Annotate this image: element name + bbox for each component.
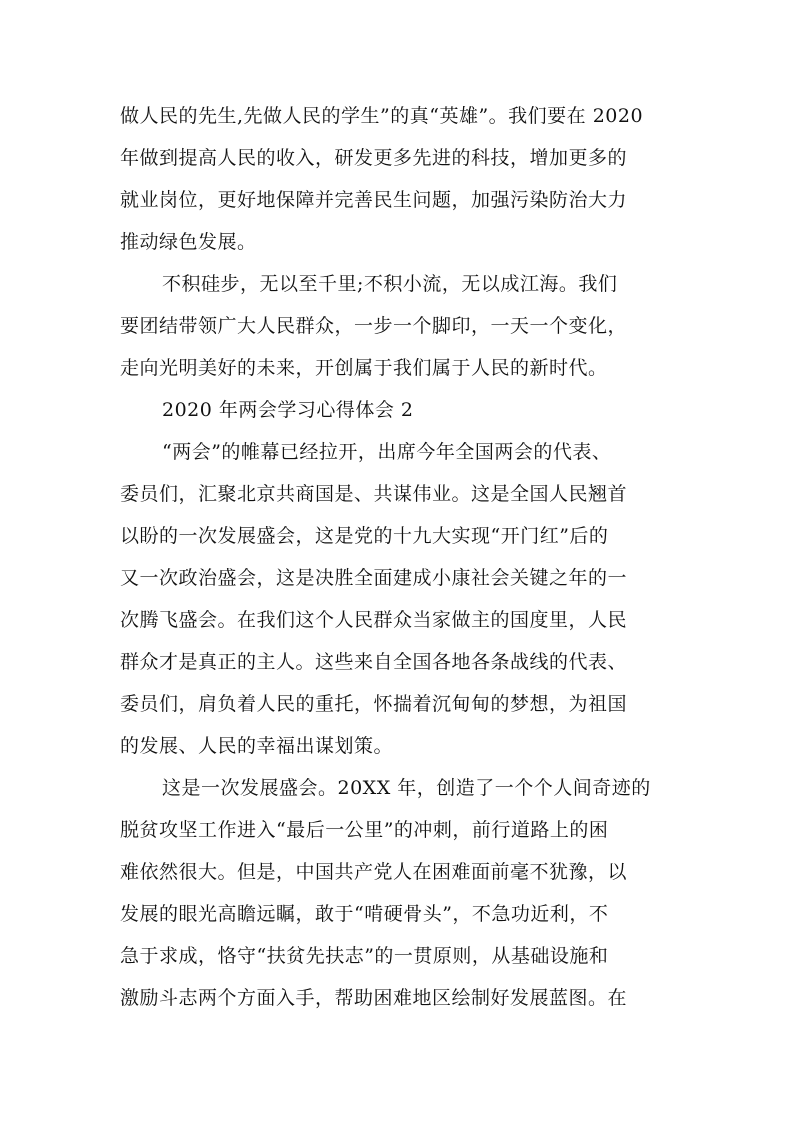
text-line: 做人民的先生,先做人民的学生”的真“英雄”。我们要在 2020 [120,105,644,127]
text-line: 的发展、人民的幸福出谋划策。 [120,735,394,757]
section-heading: 2020 年两会学习心得体会 2 [162,399,414,421]
text-line: 激励斗志两个方面入手，帮助困难地区绘制好发展蓝图。在 [120,987,628,1009]
text-line: 难依然很大。但是，中国共产党人在困难面前毫不犹豫，以 [120,861,628,883]
text-line: 委员们，汇聚北京共商国是、共谋伟业。这是全国人民翘首 [120,483,628,505]
paragraph-first-line: “两会”的帷幕已经拉开，出席今年全国两会的代表、 [162,441,612,463]
paragraph-first-line: 不积硅步，无以至千里;不积小流，无以成江海。我们 [162,273,618,295]
paragraph-first-line: 这是一次发展盛会。20XX 年，创造了一个个人间奇迹的 [162,777,651,799]
text-line: 发展的眼光高瞻远瞩，敢于“啃硬骨头”，不急功近利，不 [120,903,609,925]
text-line: 年做到提高人民的收入，研发更多先进的科技，增加更多的 [120,147,628,169]
text-line: 又一次政治盛会，这是决胜全面建成小康社会关键之年的一 [120,567,628,589]
text-line: 群众才是真正的主人。这些来自全国各地各条战线的代表、 [120,651,628,673]
text-line: 次腾飞盛会。在我们这个人民群众当家做主的国度里，人民 [120,609,628,631]
text-line: 急于求成，恪守“扶贫先扶志”的一贯原则，从基础设施和 [120,945,609,967]
text-line: 委员们，肩负着人民的重托，怀揣着沉甸甸的梦想，为祖国 [120,693,628,715]
text-line: 推动绿色发展。 [120,231,257,253]
text-line: 以盼的一次发展盛会，这是党的十九大实现“开门红”后的 [120,525,609,547]
text-line: 就业岗位，更好地保障并完善民生问题，加强污染防治大力 [120,189,628,211]
text-line: 走向光明美好的未来，开创属于我们属于人民的新时代。 [120,357,608,379]
text-line: 脱贫攻坚工作进入“最后一公里”的冲刺，前行道路上的困 [120,819,609,841]
text-line: 要团结带领广大人民群众，一步一个脚印，一天一个变化， [120,315,628,337]
